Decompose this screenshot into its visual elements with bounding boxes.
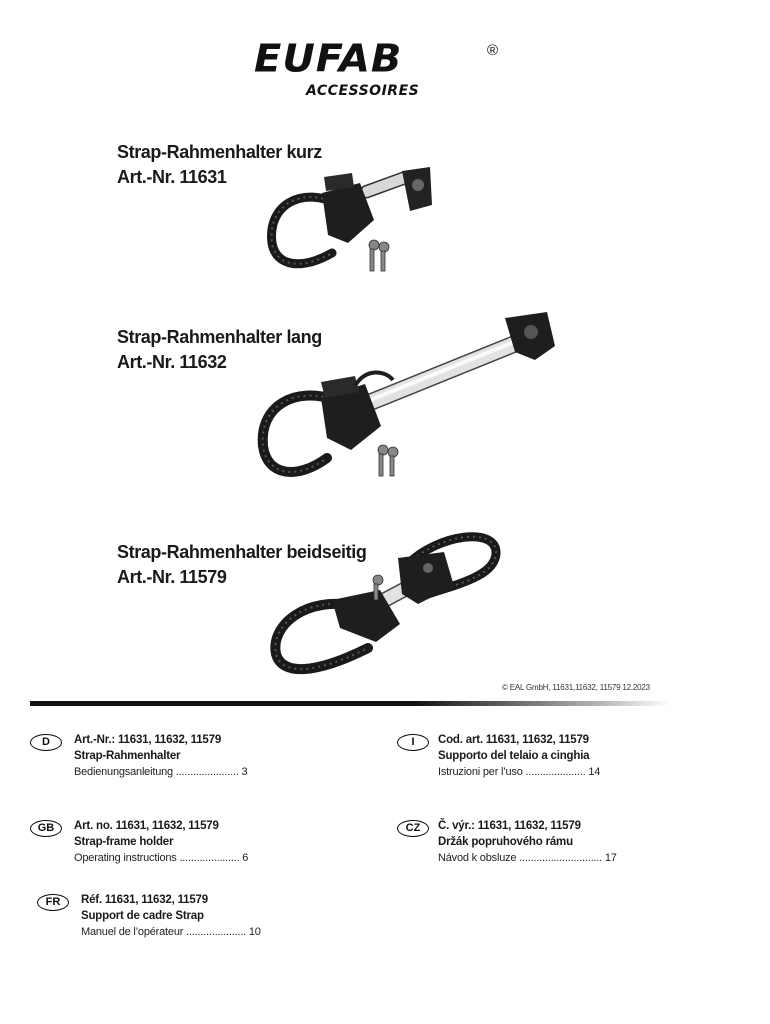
language-badge: FR bbox=[37, 894, 69, 911]
manual-page-ref: Návod k obsluze ............................. 17 bbox=[438, 852, 617, 864]
lang-entry-de bbox=[30, 732, 360, 784]
product-name: Support de cadre Strap bbox=[81, 910, 204, 922]
product-title: Strap-Rahmenhalter beidseitig bbox=[117, 542, 367, 562]
product-article-number: Art.-Nr. 11631 bbox=[117, 167, 227, 187]
long-frame-holder-image bbox=[255, 308, 560, 488]
lang-entry-fr bbox=[37, 892, 367, 944]
lang-entry-cz bbox=[397, 818, 727, 870]
article-numbers: Réf. 11631, 11632, 11579 bbox=[81, 894, 208, 906]
product-name: Držák popruhového rámu bbox=[438, 836, 573, 848]
language-badge: CZ bbox=[397, 820, 429, 837]
article-numbers: Art.-Nr.: 11631, 11632, 11579 bbox=[74, 734, 222, 746]
product-article-number: Art.-Nr. 11579 bbox=[117, 567, 227, 587]
product-name: Strap-frame holder bbox=[74, 836, 174, 848]
manual-page-ref: Bedienungsanleitung ...................... 3 bbox=[74, 766, 248, 778]
copyright-note: © EAL GmbH, 11631,11632, 11579 12.2023 bbox=[502, 683, 650, 692]
product-name: Strap-Rahmenhalter bbox=[74, 750, 181, 762]
article-numbers: Cod. art. 11631, 11632, 11579 bbox=[438, 734, 589, 746]
product-title: Strap-Rahmenhalter lang bbox=[117, 327, 322, 347]
double-sided-frame-holder-image bbox=[268, 524, 508, 684]
language-badge: I bbox=[397, 734, 429, 751]
language-badge: GB bbox=[30, 820, 62, 837]
short-frame-holder-image bbox=[262, 165, 442, 280]
divider-rule bbox=[30, 701, 670, 706]
manual-page-ref: Manuel de l’opérateur ..................... 10 bbox=[81, 926, 261, 938]
logo-subtitle: ACCESSOIRES bbox=[306, 83, 420, 99]
registered-mark: ® bbox=[486, 42, 498, 59]
product-title: Strap-Rahmenhalter kurz bbox=[117, 142, 322, 162]
product-name: Supporto del telaio a cinghia bbox=[438, 750, 590, 762]
lang-entry-gb bbox=[30, 818, 360, 870]
language-badge: D bbox=[30, 734, 62, 751]
eufab-logo bbox=[250, 36, 500, 106]
manual-page-ref: Operating instructions ..................... 6 bbox=[74, 852, 249, 864]
logo-wordmark: EUFAB bbox=[254, 37, 403, 81]
article-numbers: Art. no. 11631, 11632, 11579 bbox=[74, 820, 219, 832]
lang-entry-it bbox=[397, 732, 727, 784]
product-article-number: Art.-Nr. 11632 bbox=[117, 352, 227, 372]
article-numbers: Č. výr.: 11631, 11632, 11579 bbox=[438, 820, 581, 832]
manual-page-ref: Istruzioni per l’uso ..................... 14 bbox=[438, 766, 601, 778]
